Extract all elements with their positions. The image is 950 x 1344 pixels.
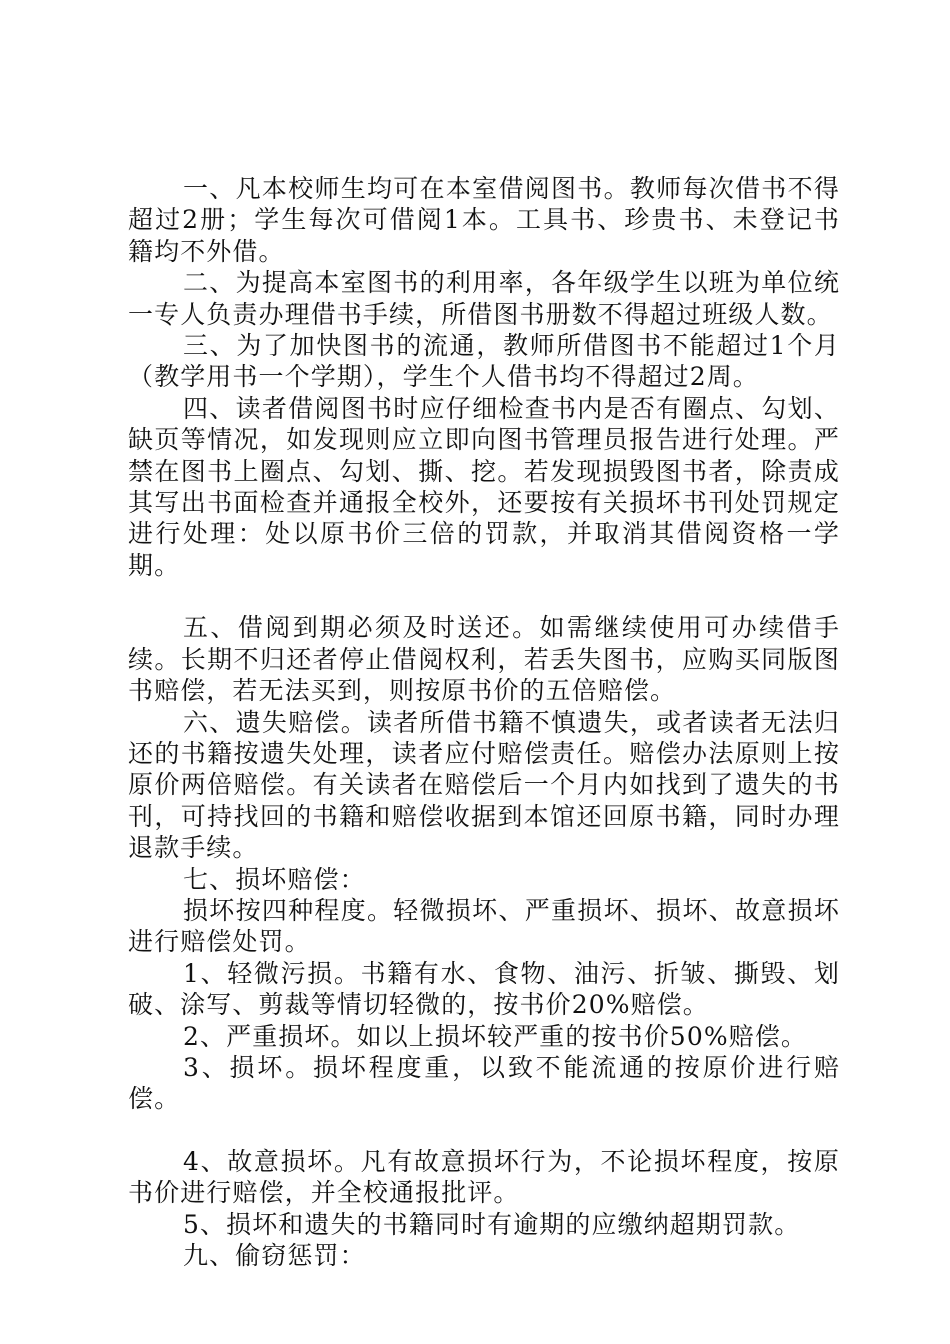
section-heading-damage: 七、损坏赔偿： [183, 864, 366, 894]
paragraph-1: 一、凡本校师生均可在本室借阅图书。教师每次借书不得超过2册；学生每次可借阅1本。工具书、珍贵书、未登记书籍均不外借。 [128, 174, 840, 266]
paragraph-item-3: 3、损坏。损坏程度重，以致不能流通的按原价进行赔偿。 [128, 1052, 840, 1114]
paragraph-item-1: 1、轻微污损。书籍有水、食物、油污、折皱、撕毁、划破、涂写、剪裁等情切轻微的，按书价20%赔偿。 [128, 958, 840, 1020]
paragraph-3: 三、为了加快图书的流通，教师所借图书不能超过1个月（教学用书一个学期），学生个人借书均不得超过2周。 [128, 331, 840, 392]
paragraph-item-5: 5、损坏和遗失的书籍同时有逾期的应缴纳超期罚款。 [183, 1209, 801, 1239]
paragraph-2: 二、为提高本室图书的利用率，各年级学生以班为单位统一专人负责办理借书手续，所借图书册数不得超过班级人数。 [128, 268, 840, 329]
paragraph-item-2: 2、严重损坏。如以上损坏较严重的按书价50%赔偿。 [183, 1021, 807, 1051]
paragraph-5: 五、借阅到期必须及时送还。如需继续使用可办续借手续。长期不归还者停止借阅权利，若丢失图书，应购买同版图书赔偿，若无法买到，则按原书价的五倍赔偿。 [128, 613, 840, 706]
section-heading-theft: 九、偷窃惩罚： [183, 1241, 366, 1270]
document-body [128, 173, 840, 1271]
paragraph-item-4: 4、故意损坏。凡有故意损坏行为，不论损坏程度，按原书价进行赔偿，并全校通报批评。 [128, 1146, 840, 1208]
paragraph-4: 四、读者借阅图书时应仔细检查书内是否有圈点、勾划、缺页等情况，如发现则应立即向图书管理员报告进行处理。严禁在图书上圈点、勾划、撕、挖。若发现损毁图书者，除责成其写出书面检查并通报全校外，还要按有关损坏书刊处罚规定进行处理：处以原书价三倍的罚款，并取消其借阅资格一学期。 [128, 393, 840, 580]
paragraph-damage-intro: 损坏按四种程度。轻微损坏、严重损坏、损坏、故意损坏进行赔偿处罚。 [128, 895, 840, 957]
paragraph-6: 六、遗失赔偿。读者所借书籍不慎遗失，或者读者无法归还的书籍按遗失处理，读者应付赔偿责任。赔偿办法原则上按原价两倍赔偿。有关读者在赔偿后一个月内如找到了遗失的书刊，可持找回的书籍和赔偿收据到本馆还回原书籍，同时办理退款手续。 [128, 707, 840, 863]
